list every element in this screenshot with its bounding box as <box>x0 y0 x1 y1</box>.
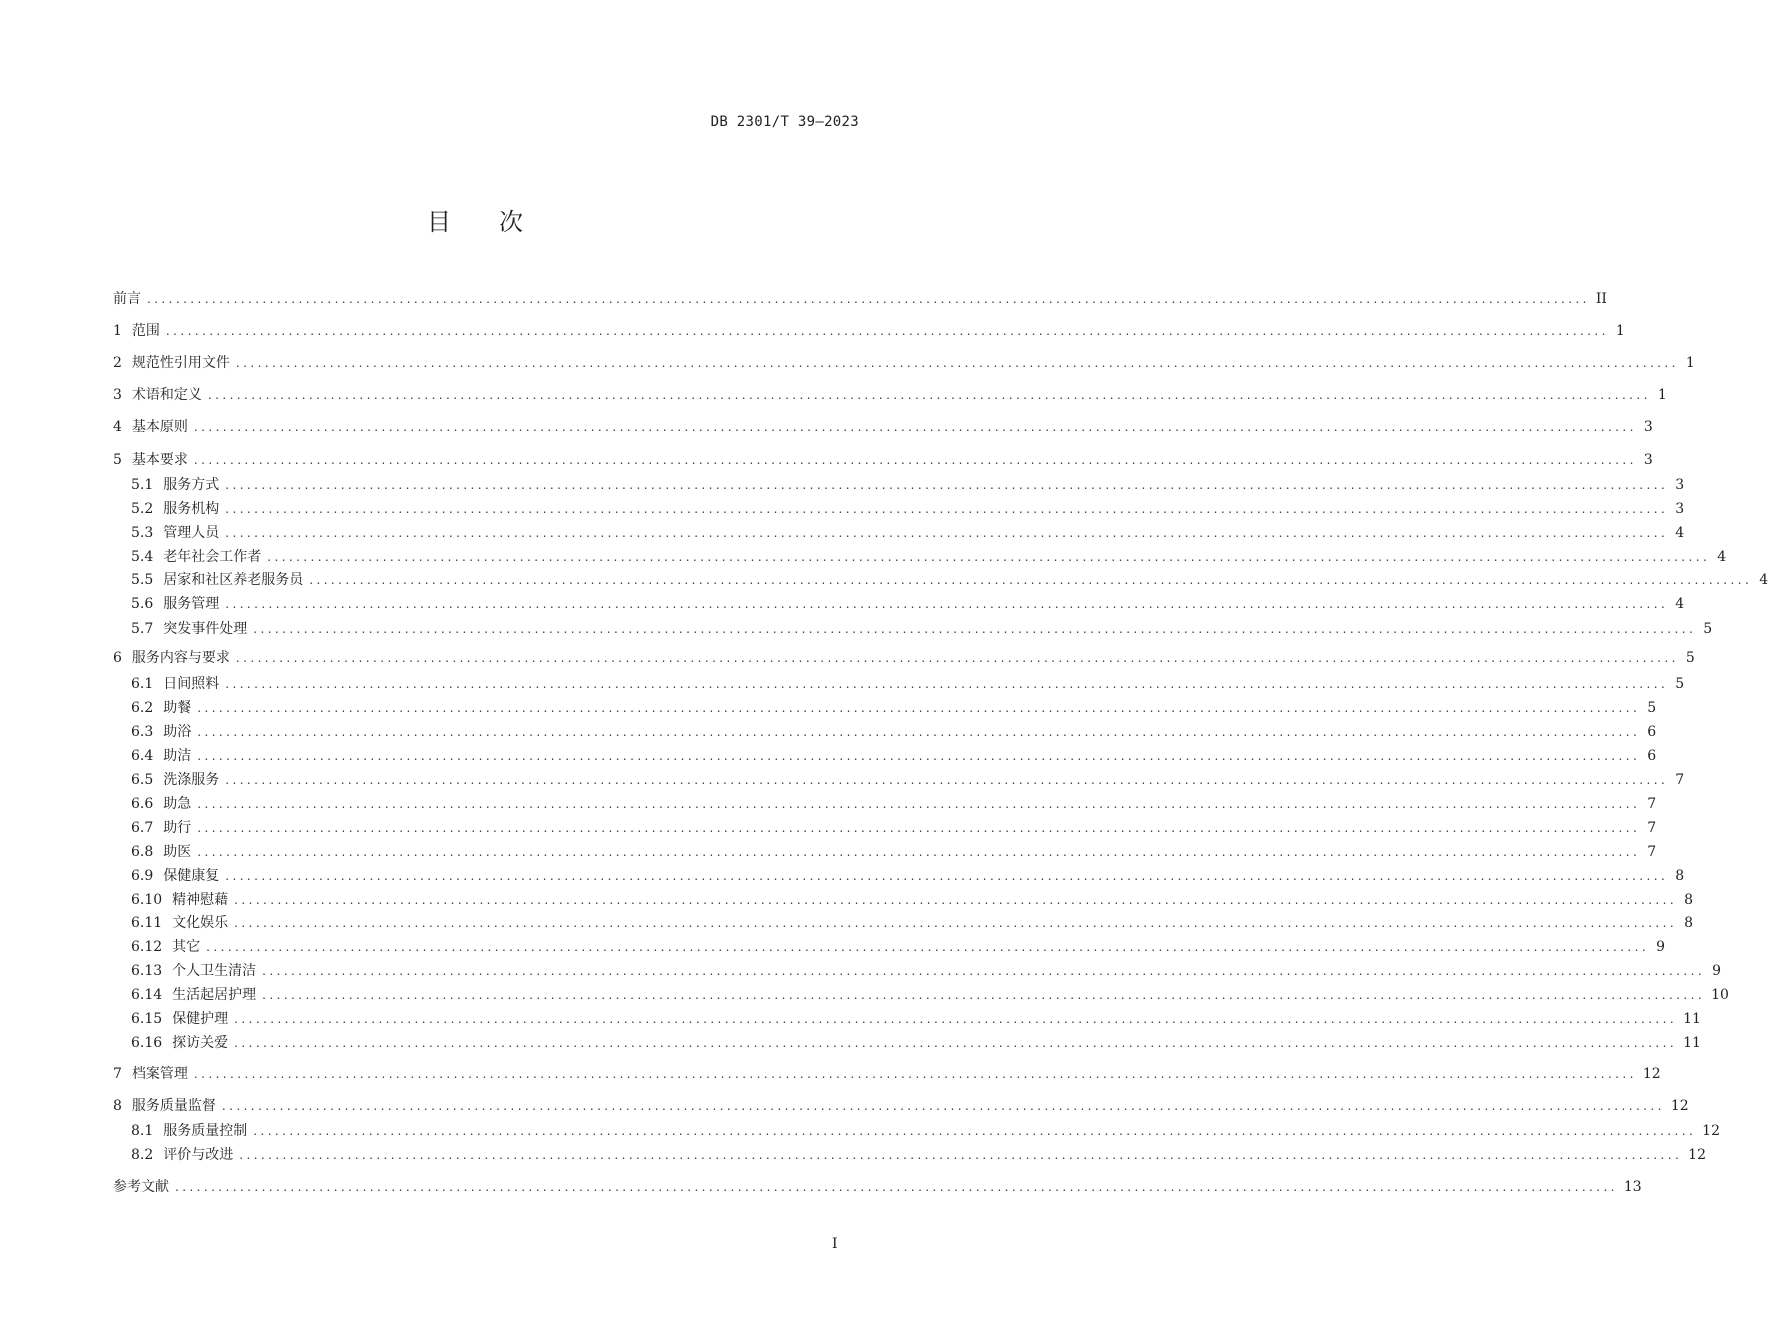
toc-leader-dots: ........................................................................................................................................................................................................ <box>175 1180 1618 1194</box>
toc-entry-label: 探访关爱 <box>172 1035 229 1051</box>
toc-entry-label: 老年社会工作者 <box>163 549 262 565</box>
toc-entry-label: 服务机构 <box>163 501 220 517</box>
toc-leader-dots: ........................................................................................................................................................................................................ <box>262 964 1706 978</box>
toc-entry[interactable] <box>131 841 1657 863</box>
toc-entry-label: 基本要求 <box>131 452 188 468</box>
toc-entry-number: 6.14 <box>131 987 163 1003</box>
toc-entry-number: 6.6 <box>131 796 154 812</box>
toc-entry[interactable] <box>131 960 1722 982</box>
toc-entry-label: 服务质量监督 <box>131 1098 216 1114</box>
toc-entry-page: 10 <box>1711 987 1729 1003</box>
toc-entry-number: 8.1 <box>131 1123 154 1139</box>
toc-entry[interactable] <box>113 647 1695 669</box>
toc-entry-page: 8 <box>1684 892 1694 908</box>
toc-entry[interactable] <box>131 569 1768 591</box>
toc-entry[interactable] <box>131 546 1727 568</box>
toc-entry-number: 6.3 <box>131 724 154 740</box>
toc-entry-page: 4 <box>1675 596 1685 612</box>
toc-leader-dots: ........................................................................................................................................................................................................ <box>235 651 1679 665</box>
page-title: 目次 <box>427 208 571 236</box>
toc-entry-page: 9 <box>1712 963 1722 979</box>
toc-entry-label: 洗涤服务 <box>163 772 220 788</box>
toc-entry[interactable] <box>131 793 1657 815</box>
toc-entry-number: 7 <box>113 1066 122 1082</box>
toc-entry[interactable] <box>131 1120 1720 1142</box>
toc-leader-dots: ........................................................................................................................................................................................................ <box>225 502 1669 516</box>
toc-entry-label: 日间照料 <box>163 676 220 692</box>
toc-leader-dots: ........................................................................................................................................................................................................ <box>225 478 1669 492</box>
toc-entry[interactable] <box>131 936 1666 958</box>
toc-entry-page: 5 <box>1703 621 1713 637</box>
toc-entry-page: 6 <box>1647 748 1657 764</box>
toc-entry-number: 6.15 <box>131 1011 163 1027</box>
toc-leader-dots: ........................................................................................................................................................................................................ <box>234 1036 1678 1050</box>
toc-entry-label: 助餐 <box>163 700 192 716</box>
toc-leader-dots: ........................................................................................................................................................................................................ <box>262 988 1706 1002</box>
toc-entry-page: 9 <box>1656 939 1666 955</box>
toc-entry-page: 5 <box>1675 676 1685 692</box>
toc-entry-number: 6.1 <box>131 676 154 692</box>
toc-entry-page: 11 <box>1683 1011 1701 1027</box>
toc-leader-dots: ........................................................................................................................................................................................................ <box>225 526 1669 540</box>
toc-leader-dots: ........................................................................................................................................................................................................ <box>253 1124 1697 1138</box>
toc-entry-page: 3 <box>1675 501 1685 517</box>
toc-entry-label: 服务内容与要求 <box>131 650 230 666</box>
toc-leader-dots: ........................................................................................................................................................................................................ <box>221 1099 1665 1113</box>
toc-leader-dots: ........................................................................................................................................................................................................ <box>239 1148 1683 1162</box>
toc-entry[interactable] <box>113 449 1653 471</box>
toc-entry-label: 助医 <box>163 844 192 860</box>
toc-entry-label: 个人卫生清洁 <box>172 963 257 979</box>
toc-entry[interactable] <box>113 384 1667 406</box>
toc-entry-page: 4 <box>1717 549 1727 565</box>
toc-entry-label: 助浴 <box>163 724 192 740</box>
toc-entry-page: II <box>1595 291 1607 307</box>
toc-entry-page: 1 <box>1657 387 1667 403</box>
toc-entry[interactable] <box>131 593 1685 615</box>
toc-entry-label: 服务质量控制 <box>163 1123 248 1139</box>
toc-entry-number: 5.3 <box>131 525 154 541</box>
toc-entry-page: 8 <box>1675 868 1685 884</box>
toc-leader-dots: ........................................................................................................................................................................................................ <box>193 420 1637 434</box>
toc-entry[interactable] <box>113 1176 1642 1198</box>
toc-leader-dots: ........................................................................................................................................................................................................ <box>309 573 1753 587</box>
toc-entry-number: 6 <box>113 650 122 666</box>
toc-entry-label: 突发事件处理 <box>163 621 248 637</box>
toc-entry[interactable] <box>131 522 1685 544</box>
toc-entry-number: 6.10 <box>131 892 163 908</box>
toc-leader-dots: ........................................................................................................................................................................................................ <box>234 916 1678 930</box>
toc-leader-dots: ........................................................................................................................................................................................................ <box>197 821 1641 835</box>
toc-entry-page: 3 <box>1675 477 1685 493</box>
document-code: DB 2301/T 39—2023 <box>710 114 859 130</box>
toc-entry-number: 5.1 <box>131 477 154 493</box>
toc-entry[interactable] <box>113 352 1695 374</box>
toc-leader-dots: ........................................................................................................................................................................................................ <box>197 749 1641 763</box>
toc-leader-dots: ........................................................................................................................................................................................................ <box>225 597 1669 611</box>
toc-entry-page: 5 <box>1685 650 1695 666</box>
toc-entry[interactable] <box>131 697 1657 719</box>
toc-entry-page: 4 <box>1675 525 1685 541</box>
toc-leader-dots: ........................................................................................................................................................................................................ <box>193 1067 1637 1081</box>
toc-entry-page: 12 <box>1642 1066 1661 1082</box>
toc-entry[interactable] <box>131 1144 1706 1166</box>
toc-entry-label: 保健护理 <box>172 1011 229 1027</box>
toc-entry-page: 7 <box>1647 796 1657 812</box>
toc-entry[interactable] <box>131 673 1685 695</box>
toc-leader-dots: ........................................................................................................................................................................................................ <box>206 940 1650 954</box>
toc-entry-page: 7 <box>1647 820 1657 836</box>
toc-leader-dots: ........................................................................................................................................................................................................ <box>225 677 1669 691</box>
toc-entry-label: 保健康复 <box>163 868 220 884</box>
toc-entry-label: 档案管理 <box>131 1066 188 1082</box>
toc-entry[interactable] <box>131 984 1729 1006</box>
toc-entry-page: 1 <box>1685 355 1695 371</box>
toc-entry-label: 规范性引用文件 <box>131 355 230 371</box>
toc-entry[interactable] <box>131 618 1713 640</box>
toc-leader-dots: ........................................................................................................................................................................................................ <box>197 701 1641 715</box>
toc-entry-label: 服务管理 <box>163 596 220 612</box>
toc-entry-number: 8.2 <box>131 1147 154 1163</box>
toc-entry[interactable] <box>113 320 1625 342</box>
toc-entry[interactable] <box>131 865 1685 887</box>
toc-entry-number: 6.5 <box>131 772 154 788</box>
toc-entry-page: 11 <box>1683 1035 1701 1051</box>
toc-leader-dots: ........................................................................................................................................................................................................ <box>197 845 1641 859</box>
toc-entry[interactable] <box>131 474 1685 496</box>
toc-entry-page: 4 <box>1759 572 1768 588</box>
toc-entry-number: 5.5 <box>131 572 154 588</box>
toc-entry-number: 6.12 <box>131 939 163 955</box>
toc-entry-number: 6.9 <box>131 868 154 884</box>
toc-entry-number: 6.7 <box>131 820 154 836</box>
toc-entry-number: 6.2 <box>131 700 154 716</box>
toc-leader-dots: ........................................................................................................................................................................................................ <box>234 1012 1678 1026</box>
toc-entry[interactable] <box>131 498 1685 520</box>
toc-entry[interactable] <box>131 1008 1701 1030</box>
toc-leader-dots: ........................................................................................................................................................................................................ <box>225 773 1669 787</box>
toc-entry-page: 7 <box>1647 844 1657 860</box>
toc-entry[interactable] <box>113 1063 1661 1085</box>
toc-entry-number: 5.7 <box>131 621 154 637</box>
toc-entry[interactable] <box>131 912 1694 934</box>
toc-entry[interactable] <box>131 745 1657 767</box>
toc-entry-number: 6.16 <box>131 1035 163 1051</box>
toc-entry-page: 6 <box>1647 724 1657 740</box>
toc-leader-dots: ........................................................................................................................................................................................................ <box>225 869 1669 883</box>
toc-entry[interactable] <box>131 769 1685 791</box>
toc-entry[interactable] <box>113 288 1607 310</box>
toc-leader-dots: ........................................................................................................................................................................................................ <box>197 725 1641 739</box>
toc-entry-number: 6.13 <box>131 963 163 979</box>
toc-entry-label: 评价与改进 <box>163 1147 234 1163</box>
toc-entry-number: 3 <box>113 387 122 403</box>
toc-entry[interactable] <box>131 721 1657 743</box>
toc-entry-label: 基本原则 <box>131 419 188 435</box>
toc-leader-dots: ........................................................................................................................................................................................................ <box>235 356 1679 370</box>
page-number: I <box>832 1236 838 1252</box>
toc-entry-label: 生活起居护理 <box>172 987 257 1003</box>
toc-entry-number: 6.11 <box>131 915 163 931</box>
toc-entry-label: 精神慰藉 <box>172 892 229 908</box>
toc-entry-page: 13 <box>1623 1179 1642 1195</box>
toc-entry[interactable] <box>113 416 1653 438</box>
toc-entry-number: 4 <box>113 419 122 435</box>
toc-entry-page: 7 <box>1675 772 1685 788</box>
toc-entry-page: 5 <box>1647 700 1657 716</box>
toc-entry-number: 5.6 <box>131 596 154 612</box>
toc-entry-label: 管理人员 <box>163 525 220 541</box>
toc-entry-label: 参考文献 <box>113 1179 169 1195</box>
toc-entry-number: 5.4 <box>131 549 154 565</box>
toc-entry-label: 助急 <box>163 796 192 812</box>
toc-entry-number: 6.8 <box>131 844 154 860</box>
toc-entry-label: 文化娱乐 <box>172 915 229 931</box>
toc-entry[interactable] <box>113 1095 1689 1117</box>
toc-leader-dots: ........................................................................................................................................................................................................ <box>253 622 1697 636</box>
toc-entry-number: 8 <box>113 1098 122 1114</box>
toc-entry-page: 12 <box>1702 1123 1720 1139</box>
toc-entry-number: 5 <box>113 452 122 468</box>
toc-entry-label: 居家和社区养老服务员 <box>163 572 304 588</box>
toc-leader-dots: ........................................................................................................................................................................................................ <box>165 324 1609 338</box>
toc-entry-page: 3 <box>1643 419 1653 435</box>
toc-leader-dots: ........................................................................................................................................................................................................ <box>193 453 1637 467</box>
toc-leader-dots: ........................................................................................................................................................................................................ <box>197 797 1641 811</box>
toc-entry-page: 1 <box>1615 323 1625 339</box>
toc-leader-dots: ........................................................................................................................................................................................................ <box>207 388 1651 402</box>
toc-entry-page: 3 <box>1643 452 1653 468</box>
toc-entry-number: 2 <box>113 355 122 371</box>
toc-entry-number: 5.2 <box>131 501 154 517</box>
toc-entry-label: 术语和定义 <box>131 387 202 403</box>
toc-entry-page: 12 <box>1688 1147 1706 1163</box>
toc-leader-dots: ........................................................................................................................................................................................................ <box>147 292 1590 306</box>
toc-entry[interactable] <box>131 889 1694 911</box>
toc-entry[interactable] <box>131 817 1657 839</box>
toc-entry-page: 12 <box>1670 1098 1689 1114</box>
toc-entry-number: 1 <box>113 323 122 339</box>
toc-entry-label: 助行 <box>163 820 192 836</box>
toc-entry-label: 范围 <box>131 323 160 339</box>
toc-entry-number: 6.4 <box>131 748 154 764</box>
toc-entry[interactable] <box>131 1032 1701 1054</box>
toc-entry-label: 助洁 <box>163 748 192 764</box>
toc-entry-label: 服务方式 <box>163 477 220 493</box>
toc-entry-label: 其它 <box>172 939 201 955</box>
toc-entry-label: 前言 <box>113 291 141 307</box>
toc-leader-dots: ........................................................................................................................................................................................................ <box>234 893 1678 907</box>
toc-leader-dots: ........................................................................................................................................................................................................ <box>267 550 1711 564</box>
toc-entry-page: 8 <box>1684 915 1694 931</box>
